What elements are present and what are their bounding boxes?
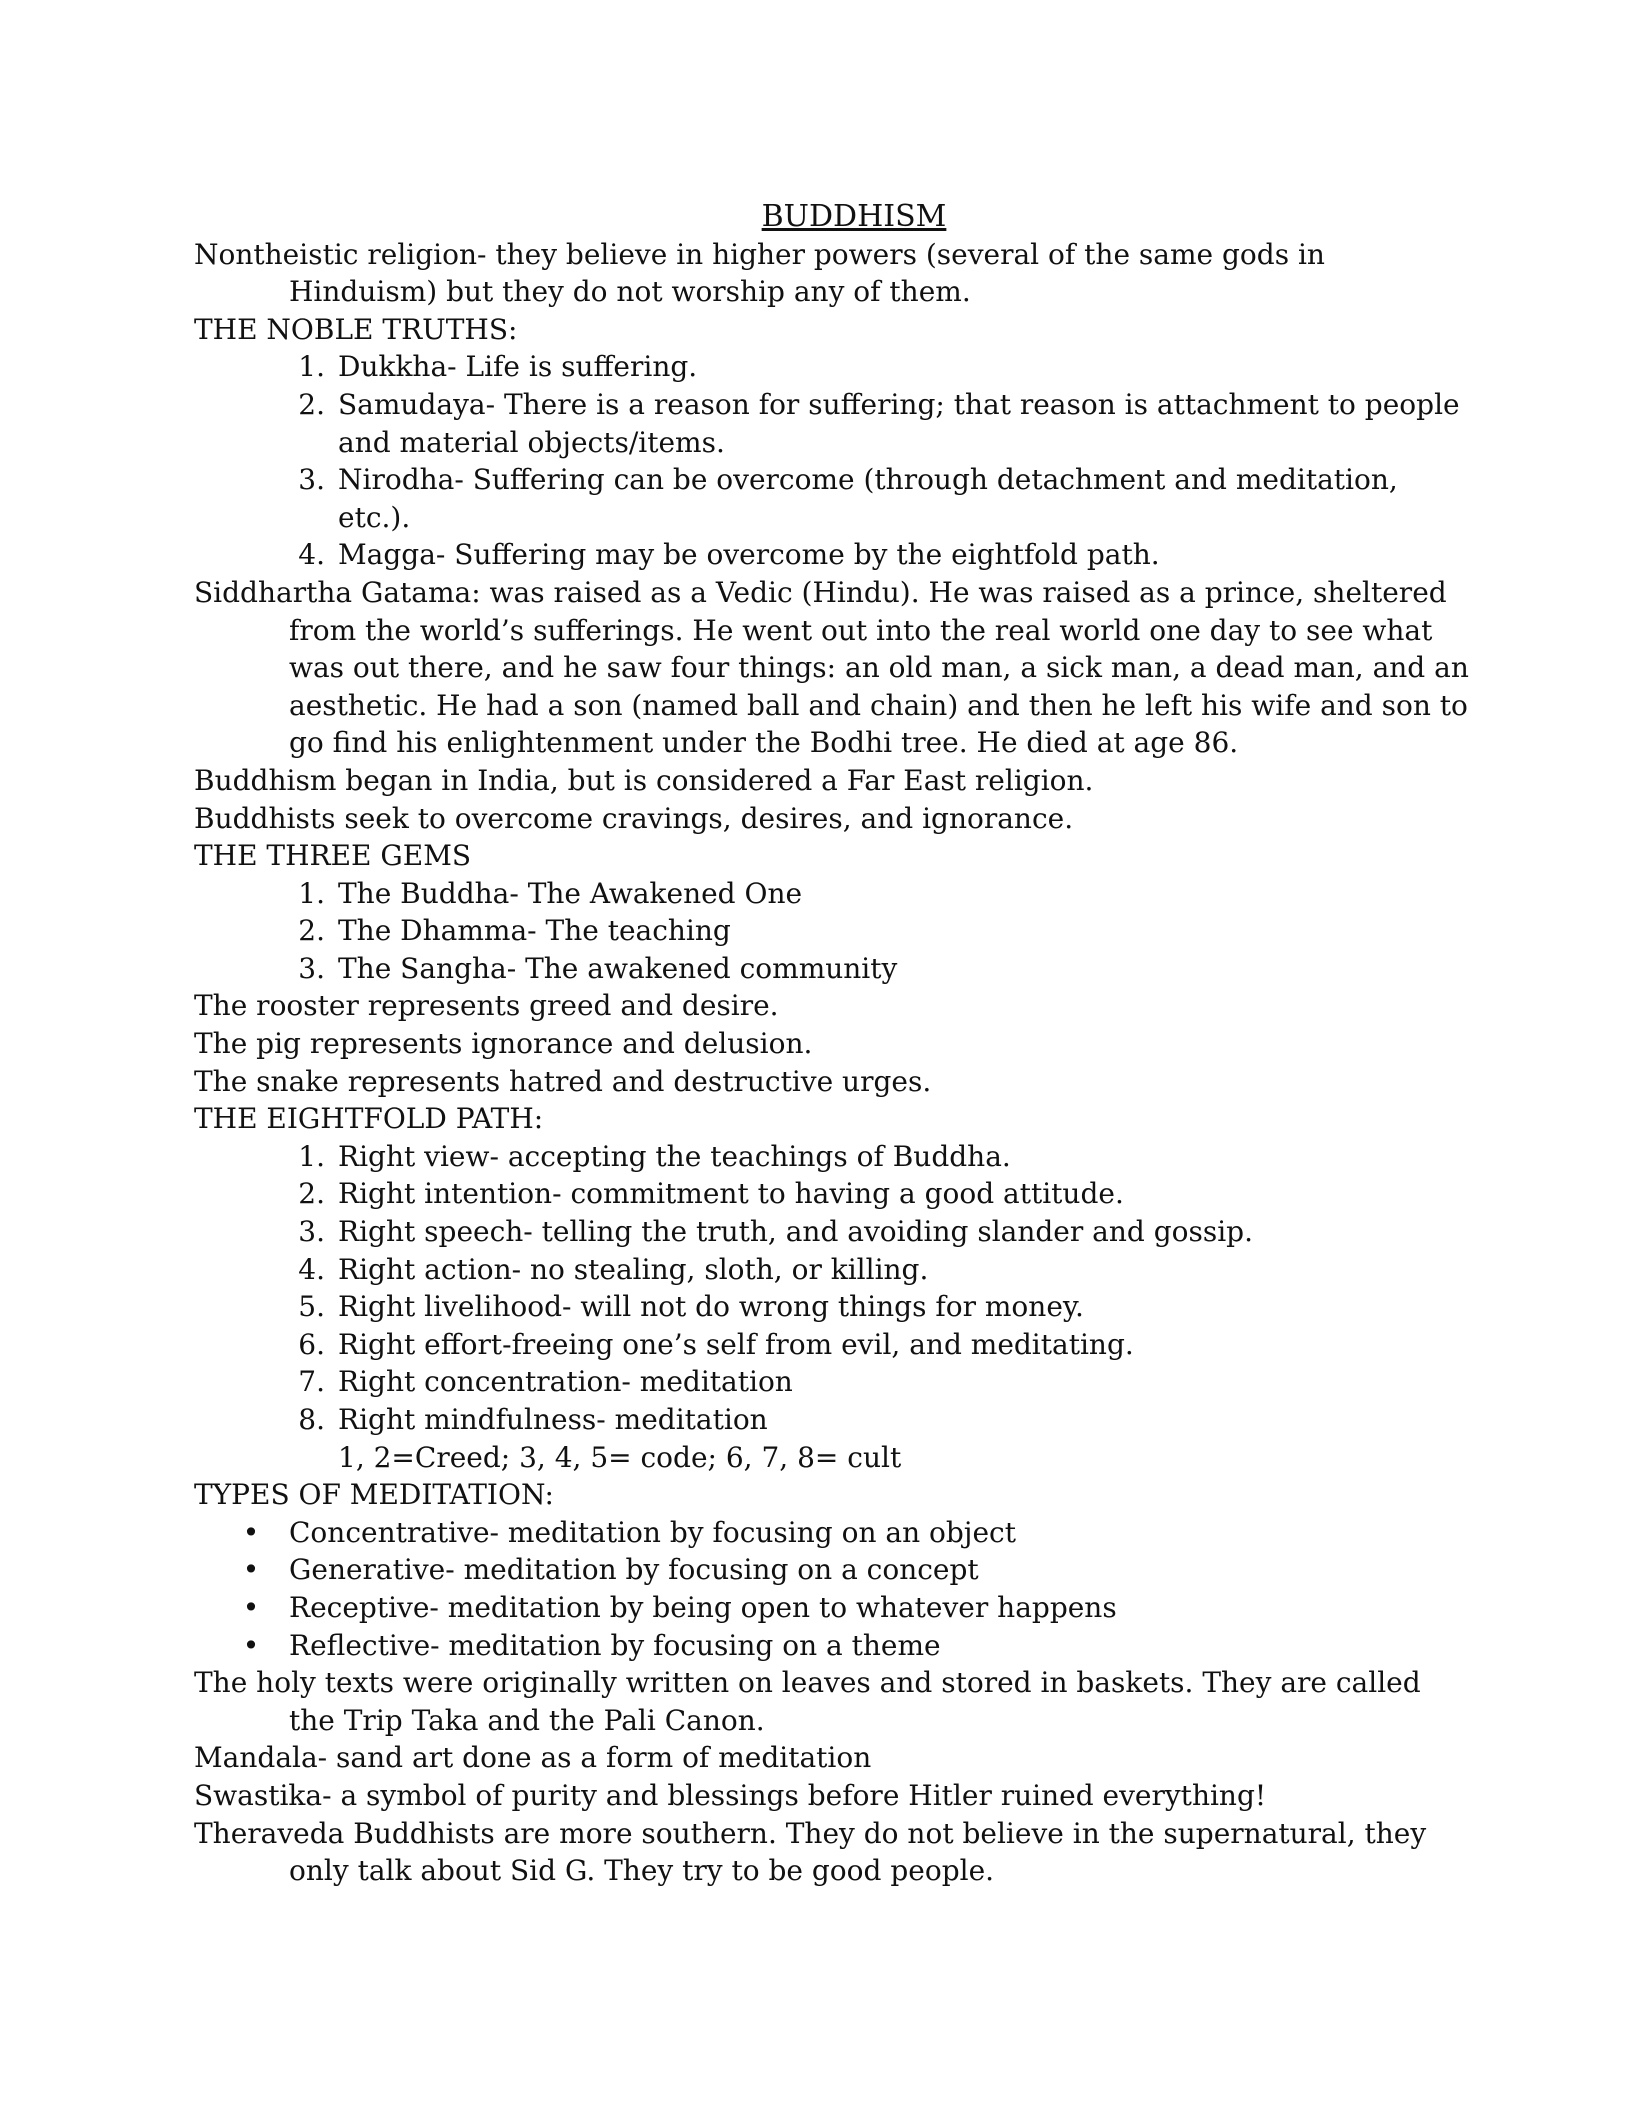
eightfold-path-note: 1, 2=Creed; 3, 4, 5= code; 6, 7, 8= cult [338,1440,902,1474]
bullet-icon: • [242,1590,260,1624]
list-item-text: Right concentration- meditation [338,1365,793,1399]
holy-texts-paragraph: The holy texts were originally written on leaves and stored in baskets. They are called the Trip Taka and the Pali Canon. [194,1666,1421,1737]
list-item [194,1363,1474,1401]
list-number: 2. [298,387,325,421]
list-item [194,1627,1474,1665]
list-item [194,950,1474,988]
list-item-text: Nirodha- Suffering can be overcome (through detachment and meditation, etc.). [338,463,1398,534]
swastika-line: Swastika- a symbol of purity and blessings before Hitler ruined everything! [194,1778,1267,1812]
bullet-icon: • [242,1553,260,1587]
list-item-text: Right intention- commitment to having a good attitude. [338,1177,1124,1211]
list-item-text: Right speech- telling the truth, and avoiding slander and gossip. [338,1215,1254,1249]
theraveda-paragraph: Theraveda Buddhists are more southern. They do not believe in the supernatural, they only talk about Sid G. They try to be good people. [194,1816,1427,1888]
list-number: 4. [298,538,325,572]
list-number: 5. [298,1290,325,1324]
list-item [194,386,1474,461]
list-item [194,536,1474,574]
list-item [194,1514,1474,1552]
three-gems-list [194,875,1474,988]
list-number: 4. [298,1252,325,1286]
list-number: 6. [298,1327,325,1361]
bullet-icon: • [242,1515,260,1549]
list-item [194,1551,1474,1589]
bullet-icon: • [242,1628,260,1662]
noble-truths-list [194,348,1474,574]
list-number: 7. [298,1365,325,1399]
list-number: 3. [298,951,325,985]
document-body [194,198,1474,1890]
three-gems-heading: THE THREE GEMS [194,839,472,873]
list-item-text: Right effort-freeing one’s self from evil, and meditating. [338,1327,1134,1361]
list-item-text: The Dhamma- The teaching [338,914,731,948]
list-item-text: Dukkha- Life is suffering. [338,350,698,384]
eightfold-path-list [194,1138,1474,1439]
list-item-text: Right livelihood- will not do wrong things for money. [338,1290,1084,1324]
list-item-text: Samudaya- There is a reason for suffering; that reason is attachment to people and material objects/items. [338,387,1460,459]
meditation-list [194,1514,1474,1664]
list-item-text: The Sangha- The awakened community [338,951,898,985]
list-item-text: Concentrative- meditation by focusing on an object [289,1515,1016,1549]
list-number: 1. [298,876,325,910]
list-item-text: The Buddha- The Awakened One [338,876,803,910]
siddhartha-paragraph: Siddhartha Gatama: was raised as a Vedic (Hindu). He was raised as a prince, sheltered from the world’s sufferings. He went out into the real world one day to see what was out there, and he saw four things: an old man, a sick man, a dead man, and an aesthetic. He had a son (named ball and chain) and then he left his wife and son to go find his enlightenment under the Bodhi tree. He died at age 86. [194,575,1469,760]
mandala-line: Mandala- sand art done as a form of meditation [194,1741,872,1775]
meditation-heading: TYPES OF MEDITATION: [194,1478,554,1512]
list-item-text: Right mindfulness- meditation [338,1403,768,1436]
list-number: 2. [298,914,325,948]
list-item [194,348,1474,386]
list-number: 1. [298,350,325,384]
snake-line: The snake represents hatred and destructive urges. [194,1064,932,1098]
list-item-text: Right view- accepting the teachings of Buddha. [338,1139,1011,1173]
eightfold-path-heading: THE EIGHTFOLD PATH: [194,1102,544,1136]
list-item [194,1326,1474,1364]
list-number: 2. [298,1177,325,1211]
list-item [194,1138,1474,1176]
list-item [194,1589,1474,1627]
list-number: 3. [298,463,325,497]
intro-paragraph: Nontheistic religion- they believe in higher powers (several of the same gods in Hinduism) but they do not worship any of them. [194,237,1325,309]
list-number: 8. [298,1403,325,1436]
list-item [194,1288,1474,1326]
seek-paragraph: Buddhists seek to overcome cravings, desires, and ignorance. [194,801,1074,835]
list-number: 1. [298,1139,325,1173]
origin-paragraph: Buddhism began in India, but is considered a Far East religion. [194,763,1094,797]
list-item [194,1401,1474,1439]
rooster-line: The rooster represents greed and desire. [194,989,779,1023]
list-item-text: Right action- no stealing, sloth, or killing. [338,1252,929,1286]
list-item-text: Generative- meditation by focusing on a concept [289,1553,979,1587]
list-item [194,875,1474,913]
list-item [194,1213,1474,1251]
noble-truths-heading: THE NOBLE TRUTHS: [194,312,518,346]
pig-line: The pig represents ignorance and delusion. [194,1027,813,1061]
list-number: 3. [298,1215,325,1249]
list-item [194,912,1474,950]
list-item [194,1251,1474,1289]
list-item-text: Magga- Suffering may be overcome by the eightfold path. [338,538,1160,572]
page-title: BUDDHISM [761,199,947,234]
list-item-text: Receptive- meditation by being open to whatever happens [289,1590,1117,1624]
list-item [194,461,1474,536]
list-item [194,1175,1474,1213]
list-item-text: Reflective- meditation by focusing on a theme [289,1628,941,1662]
